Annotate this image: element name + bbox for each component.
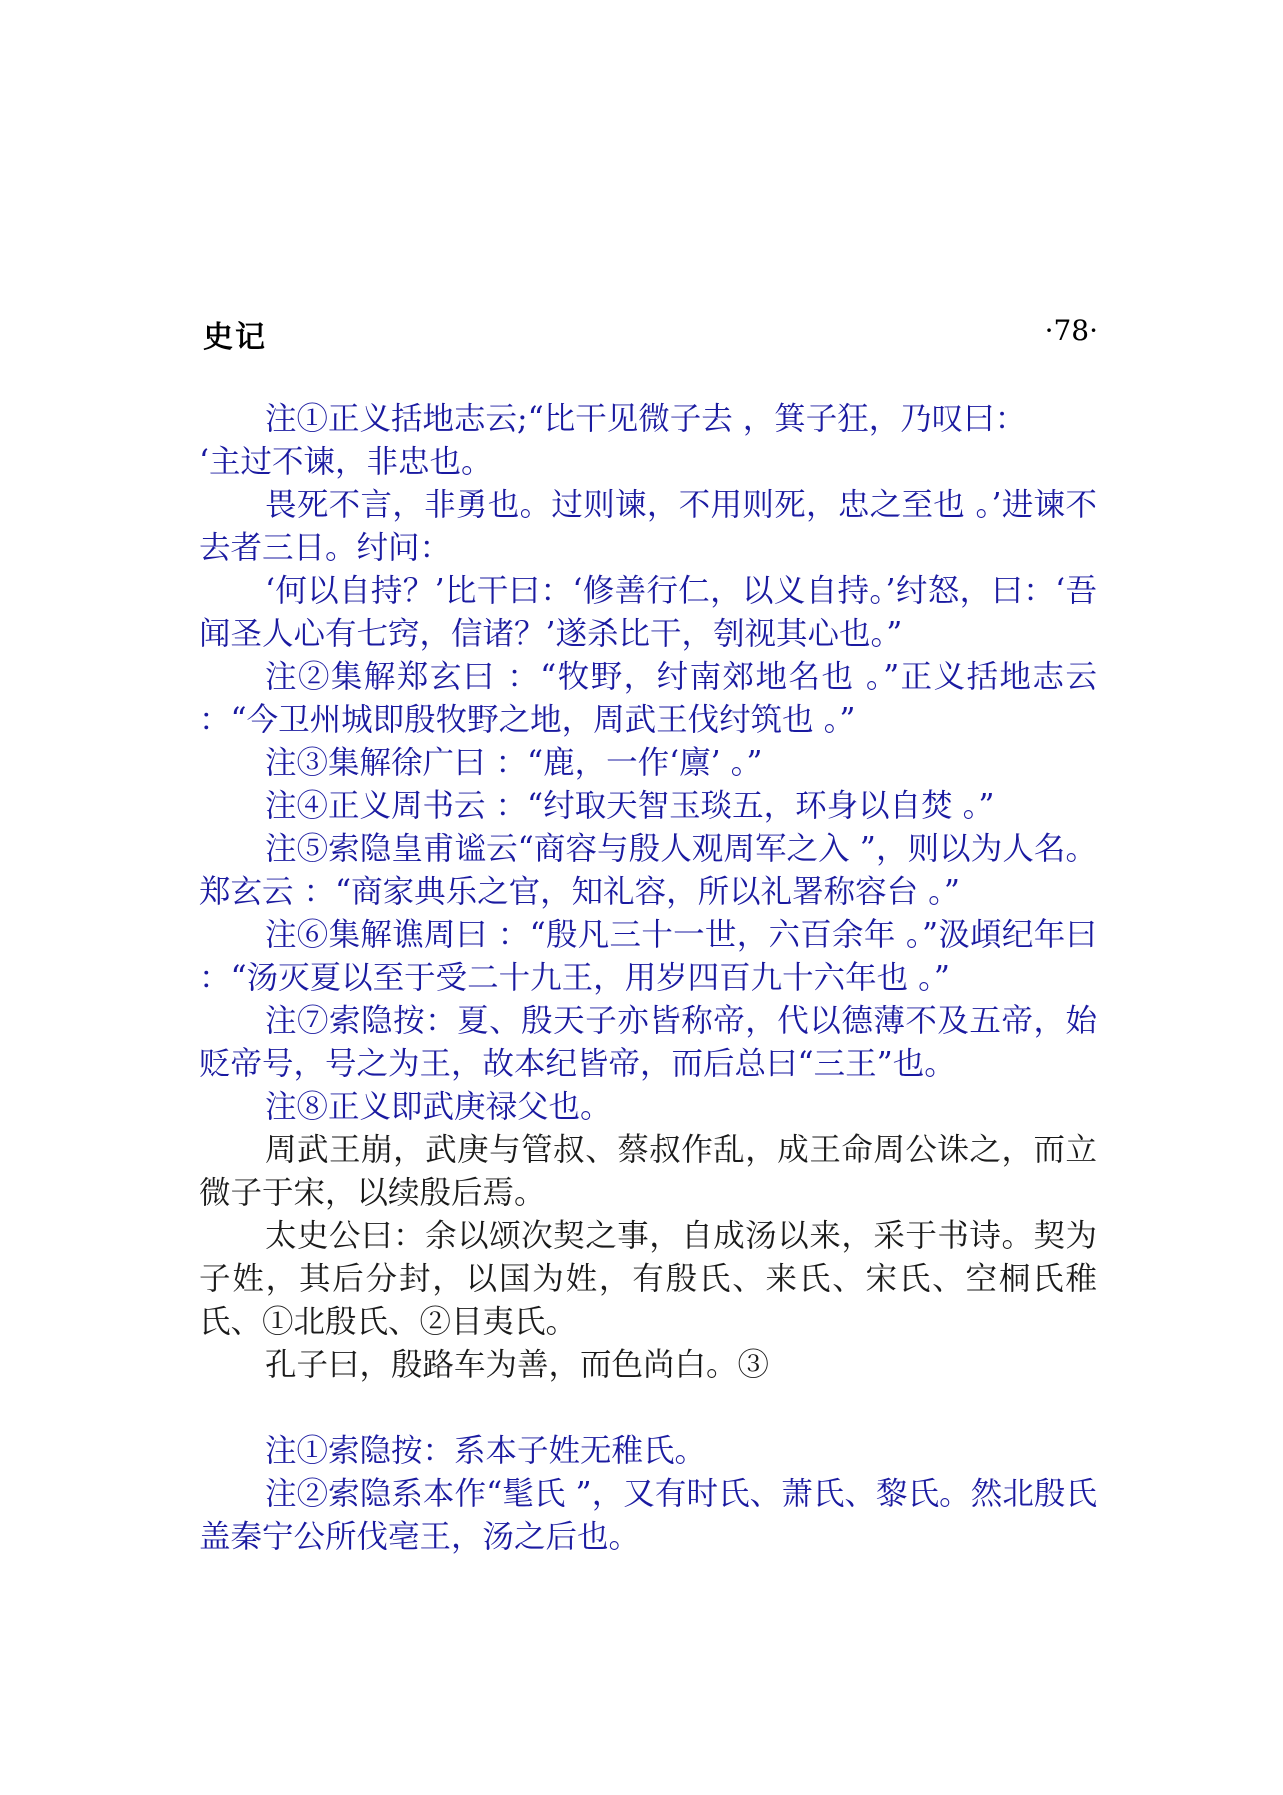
annotation-paragraph: 注①索隐按：系本子姓无稚氏。	[265, 1433, 707, 1469]
book-title: 史记	[203, 320, 267, 355]
paragraph-gap	[199, 1387, 1097, 1430]
annotation-paragraph: 注⑥集解谯周曰 ：“殷凡三十一世，六百余年 。”汲頉纪年曰 ：“汤灭夏以至于受二十九王，用岁四百九十六年也 。”	[199, 917, 1108, 996]
annotation-paragraph: 注⑤索隐皇甫谧云“商容与殷人观周军之入 ”，则以为人名。郑玄云 ：“商家典乐之官，知礼容，所以礼署称容台 。”	[199, 831, 1097, 910]
page-header	[203, 308, 1098, 356]
main-text-paragraph: 周武王崩，武庚与管叔、蔡叔作乱，成王命周公诛之，而立微子于宋，以续殷后焉。	[199, 1132, 1097, 1211]
annotation-paragraph: 注⑦索隐按：夏、殷天子亦皆称帝，代以德薄不及五帝，始贬帝号，号之为王，故本纪皆帝，而后总曰“三王”也。	[199, 1003, 1097, 1082]
annotation-paragraph: ‘主过不谏，非忠也。	[199, 444, 493, 480]
page-body	[199, 398, 1108, 1559]
main-text-paragraph: 孔子曰，殷路车为善，而色尚白。③	[265, 1347, 770, 1383]
annotation-paragraph: 注⑧正义即武庚禄父也。	[265, 1089, 612, 1125]
main-text-paragraph: 太史公曰：余以颂次契之事，自成汤以来，采于书诗。契为子姓，其后分封，以国为姓，有殷氏、来氏、宋氏、空桐氏稚氏、①北殷氏、②目夷氏。	[199, 1218, 1097, 1340]
annotation-paragraph: 注④正义周书云 ：“纣取天智玉琰五，环身以自焚 。”	[265, 788, 995, 824]
annotation-paragraph: 畏死不言，非勇也。过则谏，不用则死，忠之至也 。’进谏不去者三日。纣问：	[199, 487, 1097, 566]
annotation-paragraph: 注③集解徐广曰 ：“鹿，一作‘廪’ 。”	[265, 745, 763, 781]
annotation-paragraph: 注②集解郑玄曰 ：“牧野，纣南郊地名也 。”正义括地志云 ：“今卫州城即殷牧野之地，周武王伐纣筑也 。”	[199, 659, 1108, 738]
page-number: ·78·	[1044, 314, 1098, 347]
annotation-paragraph: ‘何以自持？’比干曰：‘修善行仁，以义自持。’纣怒，曰：‘吾闻圣人心有七窍，信诸？’遂杀比干，刳视其心也。”	[199, 573, 1097, 652]
annotation-paragraph: 注①正义括地志云;“比干见微子去 ，箕子狂，乃叹曰：	[265, 401, 1027, 437]
annotation-paragraph: 注②索隐系本作“髦氏 ”，又有时氏、萧氏、黎氏。然北殷氏盖秦宁公所伐亳王，汤之后也。	[199, 1476, 1097, 1555]
